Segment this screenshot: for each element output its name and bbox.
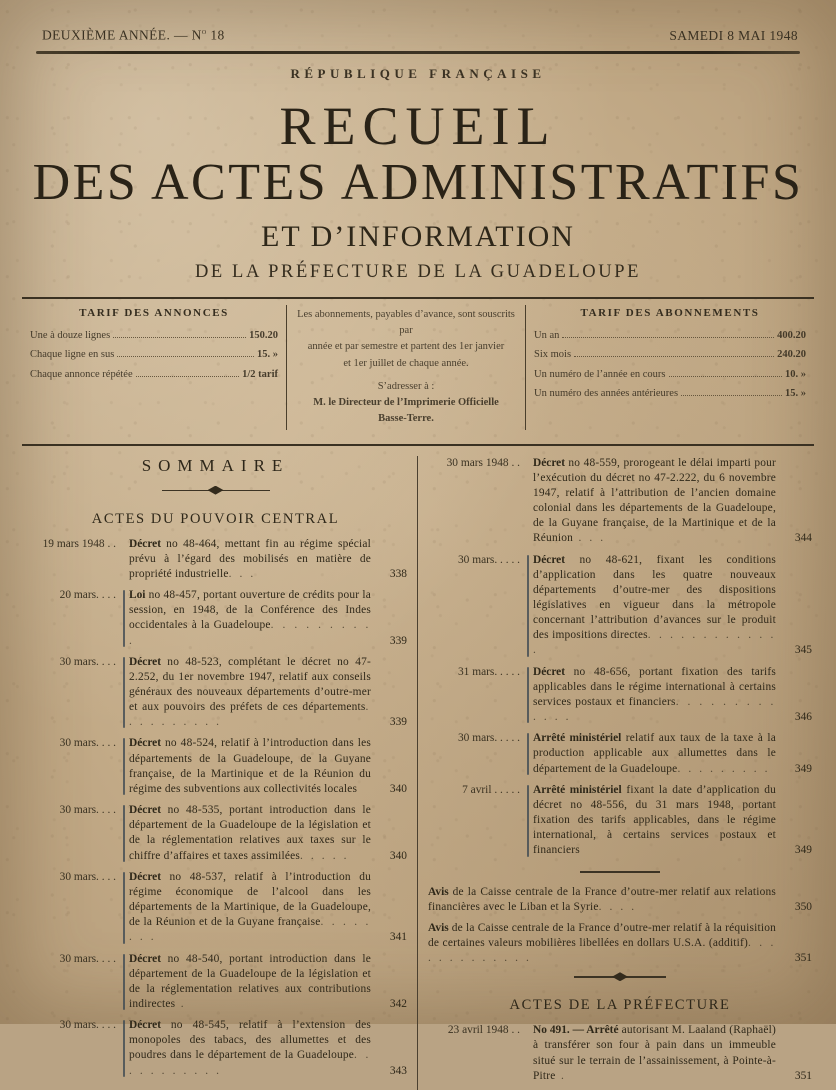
entry-page: 339 [389, 634, 407, 647]
entry-text [129, 803, 371, 864]
entry-page: 346 [794, 711, 812, 724]
entry-page: 338 [389, 567, 407, 580]
entry-brace [524, 731, 533, 776]
tarif-annonces-heading: TARIF DES ANNONCES [79, 306, 229, 319]
abonnement-row-label: Un numéro des années antérieures [534, 388, 679, 399]
entry-brace [524, 553, 533, 659]
entry-keyword: Avis [428, 885, 449, 898]
entry-page: 342 [389, 997, 407, 1010]
entry-body: no 48-559, prorogeant le délai imparti pour l’exécution du décret no 47-2.222, du 6 novembre 1947, relatif à l’attribution de l’ancien domaine colonial dans les départements de la Guadeloupe, de la Guyane française, de la Martinique et de la Réunion [533, 456, 776, 545]
entry-page: 340 [389, 849, 407, 862]
summary-entry[interactable] [428, 731, 812, 776]
notice-address-line-2: Basse-Terre. [378, 413, 434, 425]
leader-dots [117, 356, 254, 357]
leader-dots [136, 376, 240, 377]
entry-page: 344 [794, 532, 812, 545]
tarif-row [30, 345, 278, 364]
subscription-notice-box [286, 305, 526, 430]
tarif-row-value: 15. » [257, 349, 278, 361]
abonnement-row [534, 345, 806, 364]
entry-leader: . . . . . . . . . . . . . [533, 695, 776, 724]
entry-date: 30 mars. . . . . [457, 732, 520, 745]
entry-text [129, 537, 371, 582]
entry-body: no 48-621, fixant les conditions d’application dans les quatre nouveaux départements d’outre-mer des dispositions législatives en vigueur dans la métropole concernant l’attribution d’avances sur le produit des impositions directes [533, 553, 776, 642]
avis-divider [580, 871, 660, 873]
summary-columns [14, 456, 822, 1090]
entry-keyword: Décret [129, 655, 162, 668]
abonnement-row-value: 240.20 [777, 349, 806, 361]
summary-entry[interactable] [24, 736, 407, 797]
abonnement-row-value: 400.20 [777, 329, 806, 341]
leader-dots [113, 337, 246, 338]
tarif-row [30, 365, 278, 384]
entry-text [533, 553, 776, 659]
entry-keyword: Avis [428, 921, 449, 934]
entry-body: no 48-535, portant introduction dans le département de la Guadeloupe de la législation et de la réglementation relatives aux taxes sur le chiffre d’affaires et taxes assimilées [129, 804, 371, 862]
entry-leader: . . . [573, 532, 606, 545]
entry-keyword: No 491. — Arrêté [533, 1024, 619, 1037]
summary-entry[interactable] [24, 952, 407, 1013]
masthead-title-actes: DES ACTES ADMINISTRATIFS [32, 153, 804, 211]
entry-brace [120, 537, 129, 582]
entry-text [533, 731, 776, 776]
entry-leader: . . . . . . . . . . . [129, 1049, 371, 1077]
entry-page: 349 [794, 844, 812, 857]
abonnement-row [534, 384, 806, 403]
entry-text [129, 952, 371, 1013]
entry-date: 30 mars 1948 . . [446, 456, 520, 469]
entry-body: de la Caisse centrale de la France d’outre-mer relatif aux relations financières avec le Liban et la Syrie [428, 885, 776, 913]
entry-date: 30 mars. . . . [59, 737, 116, 750]
issue-line [14, 0, 822, 48]
subscription-notice [295, 307, 517, 428]
leader-dots [574, 356, 774, 357]
abonnement-row-label: Un an [534, 329, 560, 341]
entry-brace [120, 803, 129, 864]
entry-body: no 48-457, portant ouverture de crédits pour la session, en 1948, de la Conférence des Indes occidentales à la Guadeloupe [129, 589, 371, 632]
issue-number-value: 18 [210, 27, 225, 43]
entry-text [533, 456, 776, 547]
masthead-title-information: ET D’INFORMATION [261, 219, 575, 253]
entry-text [129, 1018, 371, 1079]
entry-keyword: Arrêté ministériel [533, 783, 622, 796]
entry-page: 351 [794, 952, 812, 965]
masthead-title-recueil: RECUEIL [279, 95, 557, 156]
entry-body: de la Caisse centrale de la France d’outre-mer relatif à la réquisition de certaines valeurs mobilières libellées en dollars U.S.A. (additif) [428, 921, 776, 949]
entry-page: 349 [794, 762, 812, 775]
band-bottom-rule [22, 444, 814, 446]
entry-leader: . . . . . . . . . [677, 762, 771, 775]
entry-page: 341 [389, 931, 407, 944]
entry-keyword: Arrêté ministériel [533, 732, 622, 745]
entry-date: 7 avril . . . . . [462, 783, 520, 796]
entry-leader: . . . . [598, 900, 637, 913]
tarif-row-label: Chaque annonce répétée [30, 368, 133, 380]
summary-entry[interactable] [24, 1018, 407, 1079]
entry-leader: . [555, 1069, 567, 1082]
entry-date: 23 avril 1948 . . [447, 1024, 520, 1037]
entry-keyword: Décret [129, 952, 162, 965]
prefecture-entry[interactable] [428, 1023, 812, 1084]
avis-entry[interactable] [428, 921, 812, 966]
abonnement-row [534, 326, 806, 345]
entry-keyword: Décret [129, 1019, 162, 1032]
entry-date: 30 mars. . . . [59, 870, 116, 883]
notice-line-2: année et par semestre et partent des 1er janvier [307, 341, 505, 353]
entry-text [428, 921, 776, 966]
leader-dots [562, 337, 774, 338]
masthead-title-prefecture: DE LA PRÉFECTURE DE LA GUADELOUPE [194, 261, 642, 282]
entry-body: no 48-523, complétant le décret no 47-2.252, du 1er novembre 1947, relatif aux conseils généraux des nouveaux départements d’outre-mer et aux pouvoirs des préfets de ces départements [129, 655, 371, 714]
summary-column-right [418, 456, 822, 1090]
entry-brace [120, 736, 129, 797]
summary-entry[interactable] [428, 553, 812, 659]
summary-entry[interactable] [428, 665, 812, 726]
entry-text [428, 885, 776, 915]
entry-brace [120, 1018, 129, 1079]
leader-dots [669, 376, 783, 377]
abonnement-row-value: 15. » [785, 388, 806, 399]
summary-entry[interactable] [24, 655, 407, 731]
entry-brace [120, 588, 129, 649]
entry-keyword: Décret [533, 665, 566, 678]
tarif-row-value: 1/2 tarif [242, 368, 278, 380]
leader-dots [681, 395, 782, 396]
entry-leader: . . . . . . . . . . [129, 619, 371, 647]
summary-entry[interactable] [24, 588, 407, 649]
notice-address-line-1: M. le Directeur de l’Imprimerie Officielle [313, 397, 499, 409]
entry-date: 30 mars. . . . [59, 655, 116, 668]
entry-text [533, 783, 776, 859]
entry-text [533, 1023, 776, 1084]
entry-keyword: Décret [533, 456, 566, 469]
abonnement-row-label: Un numéro de l’année en cours [534, 368, 666, 380]
section-heading-pouvoir-central: ACTES DU POUVOIR CENTRAL [91, 510, 340, 527]
ordinal-superscript: o [201, 26, 207, 36]
entry-keyword: Décret [129, 537, 162, 550]
tarif-abonnements-heading: TARIF DES ABONNEMENTS [580, 306, 760, 319]
entry-brace [120, 655, 129, 731]
entry-body: no 48-524, relatif à l’introduction dans les départements de la Guadeloupe, de la Guyane française, de la Martinique et de la Réunion du régime des subventions aux collectivités locales [129, 737, 371, 795]
entry-date: 30 mars. . . . [59, 1019, 116, 1032]
entry-page: 351 [794, 1069, 812, 1082]
entry-brace [524, 783, 533, 859]
entry-leader: . [175, 997, 187, 1010]
notice-line-3: et 1er juillet de chaque année. [343, 357, 469, 369]
entry-leader: . . . . . . . . . . [129, 701, 371, 729]
abonnement-row-label: Six mois [534, 349, 572, 361]
tarif-row-label: Une à douze lignes [30, 329, 111, 341]
tarif-row [30, 326, 278, 345]
entry-leader: . . . [228, 567, 256, 580]
entry-body: fixant la date d’application du décret no 48-556, du 31 mars 1948, portant fixation des tarifs applicables, dans le régime international, à certains services postaux et financiers [533, 783, 776, 857]
entry-body: relatif aux taux de la taxe à la production applicable aux allumettes dans le département de la Guadeloupe [533, 732, 776, 775]
entry-text [533, 665, 776, 726]
issue-date-label: SAMEDI 8 MAI 1948 [669, 27, 798, 43]
abonnement-row-value: 10. » [785, 368, 806, 380]
entry-keyword: Décret [129, 870, 162, 883]
entry-keyword: Décret [533, 553, 566, 566]
entry-leader: . . . . . . . . [129, 916, 371, 944]
republic-label: RÉPUBLIQUE FRANÇAISE [290, 65, 546, 81]
entry-date: 20 mars. . . . [59, 589, 116, 602]
entry-date: 30 mars. . . . . [457, 553, 520, 566]
summary-entry[interactable] [428, 783, 812, 859]
entry-keyword: Décret [129, 737, 162, 750]
entry-page: 350 [794, 900, 812, 913]
entry-date: 30 mars. . . . [59, 804, 116, 817]
tarif-row-label: Chaque ligne en sus [30, 349, 115, 361]
entry-body: no 48-464, mettant fin au régime spécial prévu à l’égard des mobilisés en matière de propriété industrielle [129, 537, 371, 580]
tarif-row-value: 150.20 [249, 329, 278, 341]
diamond-divider-bottom [574, 972, 666, 981]
avis-entry[interactable] [428, 885, 812, 915]
entry-text [129, 588, 371, 649]
entry-text [129, 870, 371, 946]
entry-leader: . . . . . [300, 849, 350, 862]
entry-text [129, 736, 371, 797]
entry-keyword: Loi [129, 589, 146, 602]
entry-leader: . . . . . . . . . . . . . [428, 936, 776, 965]
entry-body: no 48-656, portant fixation des tarifs applicables dans le régime international à certains services postaux et financiers [533, 665, 776, 708]
entry-date: 19 mars 1948 . . [42, 537, 116, 550]
entry-page: 339 [389, 716, 407, 729]
entry-text [129, 655, 371, 731]
entry-body: no 48-540, portant introduction dans le département de la Guadeloupe de la législation et de la réglementation relatives aux contributions indirectes [129, 952, 371, 1010]
tarif-annonces-box [22, 305, 286, 430]
section-heading-prefecture: ACTES DE LA PRÉFECTURE [509, 997, 731, 1014]
masthead-top-rule [36, 51, 800, 54]
entry-brace [524, 456, 533, 547]
diamond-divider [162, 486, 270, 495]
entry-date: 31 mars. . . . . [457, 665, 520, 678]
entry-body: no 48-537, relatif à l’introduction du régime économique de l’alcool dans les départements de la Martinique, de la Guadeloupe, de la Réunion et de la Guyane française [129, 870, 371, 929]
entry-leader: . . . . . . . . . . . . . [533, 629, 777, 657]
entry-keyword: Décret [129, 804, 162, 817]
abonnement-row [534, 365, 806, 384]
entry-brace [524, 1023, 533, 1084]
notice-address-label: S’adresser à : [377, 380, 435, 392]
tarif-abonnements-box [526, 305, 814, 430]
notice-line-1: Les abonnements, payables d’avance, sont souscrits par [297, 308, 515, 336]
entry-body: no 48-545, relatif à l’extension des monopoles des tabacs, des allumettes et des poudres dans le département de la Guadeloupe [129, 1019, 371, 1062]
entry-page: 345 [794, 644, 812, 657]
entry-page: 343 [389, 1064, 407, 1077]
entry-date: 30 mars. . . . [59, 952, 116, 965]
summary-entry[interactable] [24, 537, 407, 582]
summary-column-left [14, 456, 418, 1090]
issue-number-label: DEUXIÈME ANNÉE. — $N^o$ 18 [42, 26, 225, 43]
entry-brace [120, 870, 129, 946]
entry-brace [120, 952, 129, 1013]
summary-entry[interactable] [24, 803, 407, 864]
summary-entry[interactable] [24, 870, 407, 946]
tariff-band [22, 299, 814, 438]
summary-entry[interactable] [428, 456, 812, 547]
entry-brace [524, 665, 533, 726]
entry-body: autorisant M. Laaland (Raphaël) à transférer son four à pain dans un immeuble situé sur le terrain de l’assainissement, à Pointe-à-Pitre [533, 1024, 776, 1082]
entry-page: 340 [389, 782, 407, 795]
sommaire-title: SOMMAIRE [141, 455, 290, 475]
